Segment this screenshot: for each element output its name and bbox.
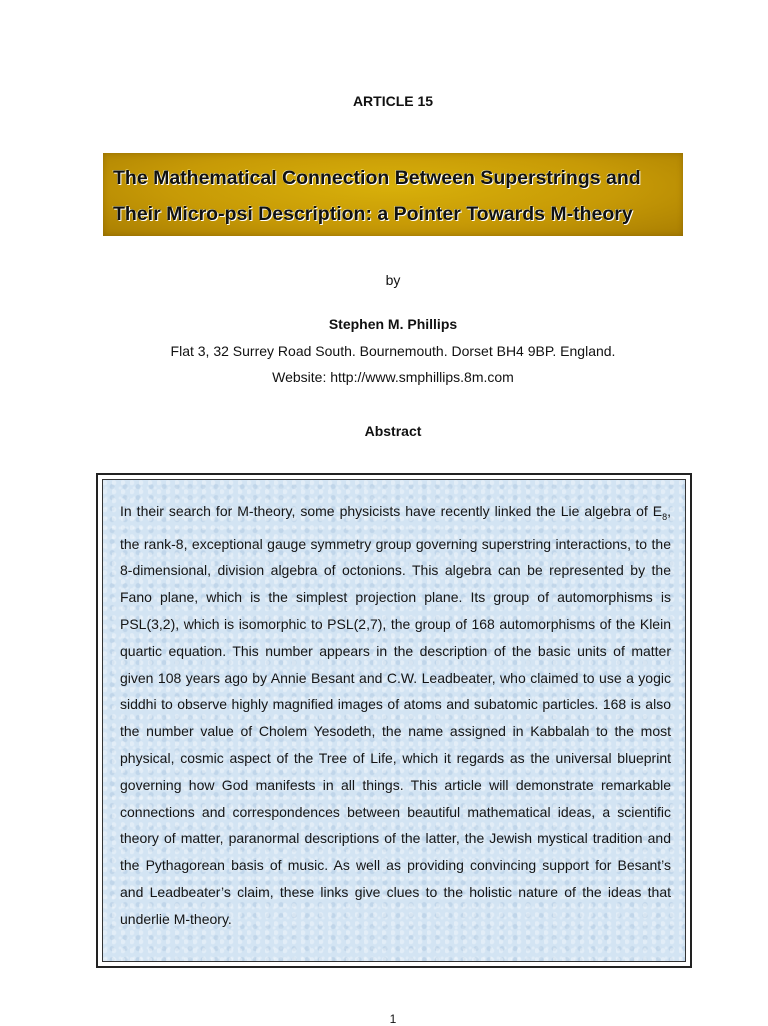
- byline: by: [385, 272, 401, 288]
- article-number-label: ARTICLE 15: [352, 93, 434, 109]
- page-number: 1: [389, 1012, 397, 1026]
- title-line-1: The Mathematical Connection Between Superstrings and: [113, 167, 641, 189]
- author-name: Stephen M. Phillips: [328, 316, 458, 332]
- author-address: Flat 3, 32 Surrey Road South. Bournemouth. Dorset BH4 9BP. England.: [170, 343, 616, 359]
- abstract-text: [120, 498, 671, 933]
- title-line-2: Their Micro-psi Description: a Pointer Towards M-theory: [113, 203, 633, 225]
- e8-subscript: 8: [662, 511, 668, 522]
- title-banner: [103, 153, 683, 236]
- abstract-heading: Abstract: [364, 423, 422, 439]
- author-website: Website: http://www.smphillips.8m.com: [272, 369, 514, 385]
- abstract-text-part-1: In their search for M-theory, some physicists have recently linked the Lie algebra of E: [120, 503, 663, 519]
- abstract-text-part-2: , the rank-8, exceptional gauge symmetry group governing superstring interactions, to the 8-dimensional, division algebra of octonions. This algebra can be represented by the Fano plane, which is the simplest projection plane. Its group of automorphisms is PSL(3,2), which is isomorphic to PSL(2,7), the group of 168 automorphisms of the Klein quartic equation. This number appears in the description of the basic units of matter given 108 years ago by Annie Besant and C.W. Leadbeater, who claimed to use a yogic siddhi to observe highly magnified images of atoms and subatomic particles. 168 is also the number value of Cholem Yesodeth, the name assigned in Kabbalah to the most physical, cosmic aspect of the Tree of Life, which it regards as the universal blueprint governing how God manifests in all things. This article will demonstrate remarkable connections and correspondences between beautiful mathematical ideas, a scientific theory of matter, paranormal descriptions of the latter, the Jewish mystical tradition and the Pythagorean basis of music. As well as providing convincing support for Besant’s and Leadbeater’s claim, these links give clues to the holistic nature of the ideas that underlie M-theory.: [120, 503, 671, 927]
- abstract-frame: [96, 473, 692, 968]
- abstract-panel: [102, 479, 686, 962]
